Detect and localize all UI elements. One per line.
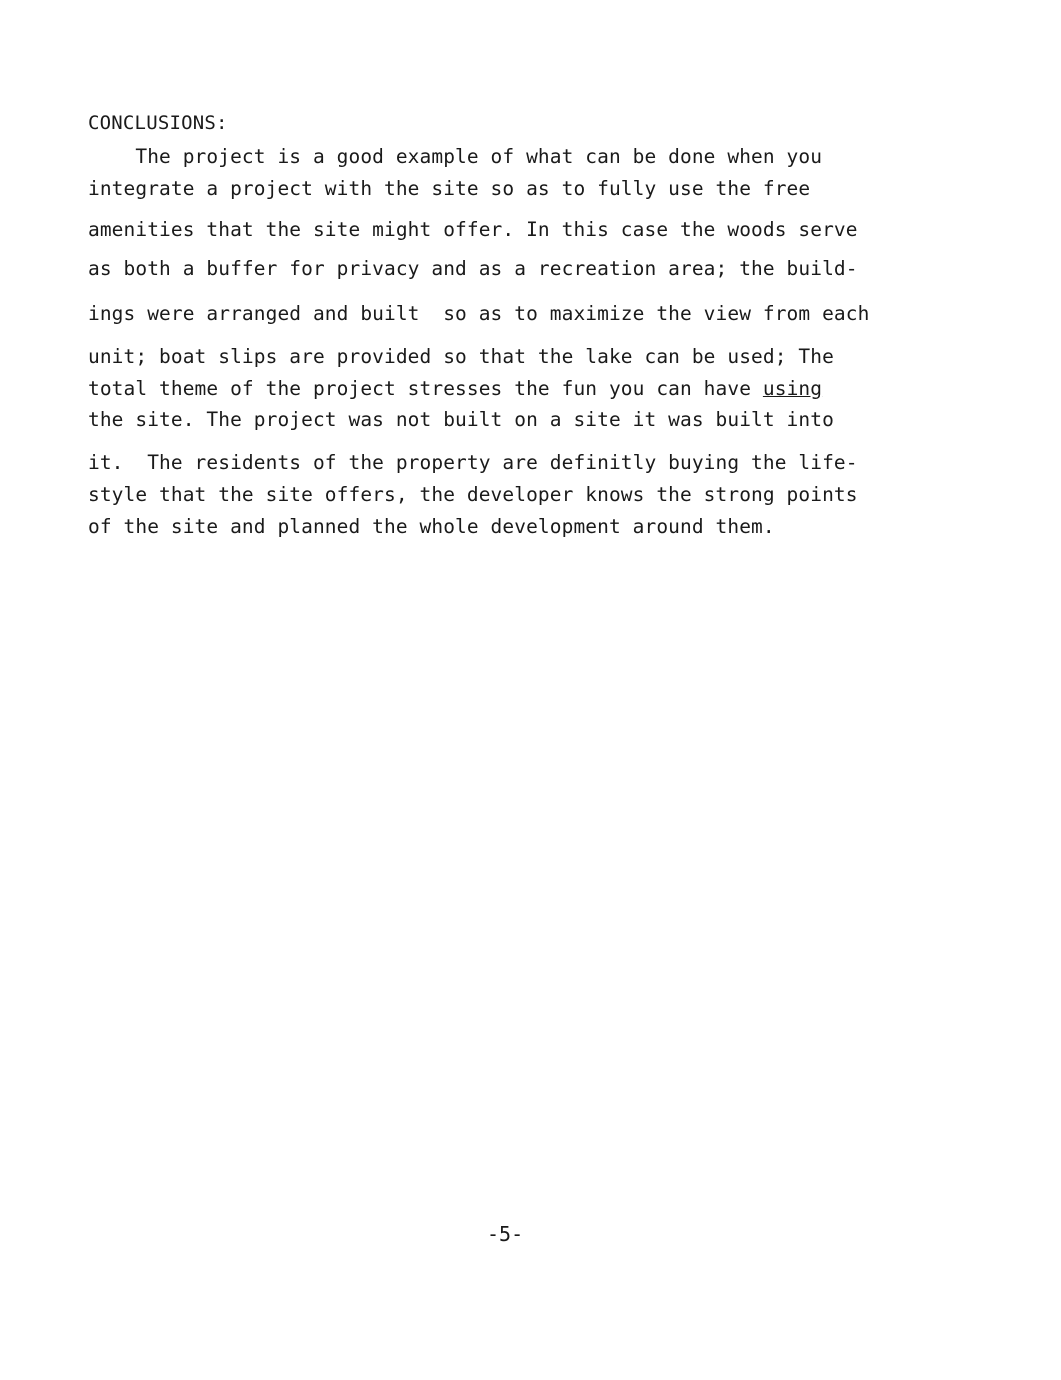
paragraph-line-8: the site. The project was not built on a site it was built into xyxy=(88,408,834,431)
paragraph-line-11: of the site and planned the whole development around them. xyxy=(88,515,775,538)
paragraph-line-9: it. The residents of the property are definitly buying the life- xyxy=(88,451,858,474)
section-heading: CONCLUSIONS: xyxy=(88,112,228,134)
paragraph-line-10: style that the site offers, the developer knows the strong points xyxy=(88,483,858,506)
paragraph-line-6: unit; boat slips are provided so that the lake can be used; The xyxy=(88,345,834,368)
paragraph-line-7: total theme of the project stresses the fun you can have using xyxy=(88,377,823,400)
paragraph-line-2: integrate a project with the site so as to fully use the free xyxy=(88,177,811,200)
paragraph-line-5: ings were arranged and built so as to maximize the view from each xyxy=(88,302,870,325)
paragraph-line-3: amenities that the site might offer. In this case the woods serve xyxy=(88,218,858,241)
paragraph-line-1: The project is a good example of what can be done when you xyxy=(88,145,823,168)
underlined-word: using xyxy=(762,377,823,400)
paragraph-line-4: as both a buffer for privacy and as a recreation area; the build- xyxy=(88,257,858,280)
page-number: -5- xyxy=(487,1222,524,1246)
